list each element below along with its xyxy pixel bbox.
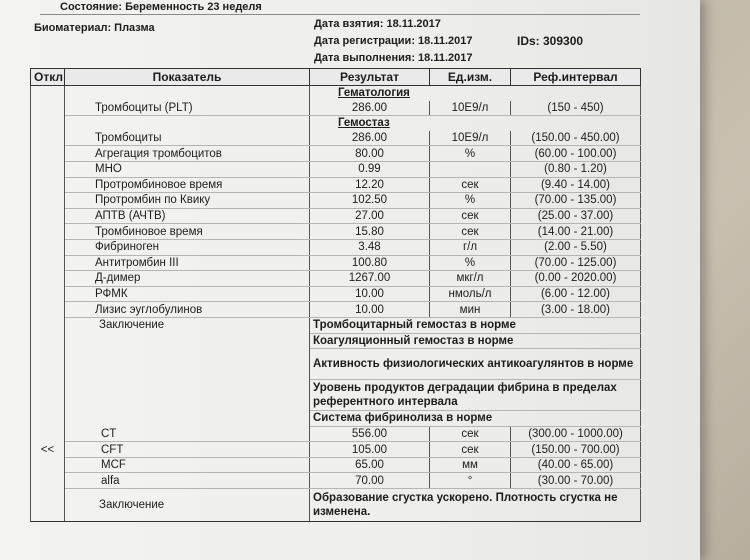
col-flag: Откл (31, 69, 65, 86)
conclusion-text: Коагуляционный гемостаз в норме (310, 333, 641, 349)
table-row (31, 271, 641, 287)
unit-value: г/л (430, 239, 511, 255)
final-conclusion-text: Образование сгустка ускорено. Плотность сгустка не изменена. (310, 489, 641, 522)
table-row (31, 146, 641, 162)
parameter-name: Агрегация тромбоцитов (65, 146, 310, 162)
result-value: 3.48 (310, 239, 430, 255)
unit-value (430, 161, 511, 177)
flag-cell (31, 317, 65, 333)
parameter-name: РФМК (65, 286, 310, 302)
conclusion-row (31, 380, 641, 411)
result-value: 102.50 (310, 193, 430, 209)
date-done: Дата выполнения: 18.11.2017 (314, 52, 473, 64)
flag-cell (31, 193, 65, 209)
table-row (31, 457, 641, 473)
col-result: Результат (310, 69, 430, 86)
parameter-name: alfa (65, 473, 310, 489)
patient-status: Состояние: Беременность 23 неделя (60, 1, 262, 13)
result-value: 70.00 (310, 473, 430, 489)
flag-cell (31, 489, 65, 522)
result-value: 100.80 (310, 255, 430, 271)
result-value: 15.80 (310, 224, 430, 240)
conclusion-label (65, 349, 310, 380)
table-row (31, 224, 641, 240)
reference-interval: (30.00 - 70.00) (511, 473, 641, 489)
unit-value: % (430, 193, 511, 209)
biomaterial-label: Биоматериал: Плазма (34, 22, 155, 34)
unit-value: % (430, 255, 511, 271)
unit-value: сек (430, 442, 511, 458)
parameter-name: Протромбиновое время (65, 177, 310, 193)
conclusion-label: Заключение (65, 317, 310, 333)
reference-interval: (70.00 - 135.00) (511, 193, 641, 209)
table-row (31, 426, 641, 442)
reference-interval: (60.00 - 100.00) (511, 146, 641, 162)
conclusion-row (31, 317, 641, 333)
parameter-name: Протромбин по Квику (65, 193, 310, 209)
unit-value: 10Е9/л (430, 131, 511, 146)
flag-cell (31, 255, 65, 271)
table-row (31, 208, 641, 224)
col-parameter: Показатель (65, 69, 310, 86)
reference-interval: (40.00 - 65.00) (511, 457, 641, 473)
parameter-name: Фибриноген (65, 239, 310, 255)
parameter-name: Тромбиновое время (65, 224, 310, 240)
date-taken: Дата взятия: 18.11.2017 (314, 18, 441, 30)
table-header-row (31, 69, 641, 86)
flag-cell (31, 161, 65, 177)
unit-value: сек (430, 426, 511, 442)
section-title (310, 86, 641, 101)
flag-cell (31, 271, 65, 287)
flag-cell (31, 426, 65, 442)
flag-cell (31, 473, 65, 489)
flag-cell (31, 302, 65, 318)
flag-cell (31, 208, 65, 224)
unit-value: сек (430, 208, 511, 224)
reference-interval: (70.00 - 125.00) (511, 255, 641, 271)
conclusion-row (31, 349, 641, 380)
parameter-name: Лизис эуглобулинов (65, 302, 310, 318)
result-value: 10.00 (310, 286, 430, 302)
conclusion-label (65, 380, 310, 411)
reference-interval: (150 - 450) (511, 101, 641, 116)
table-row (31, 286, 641, 302)
reference-interval: (150.00 - 700.00) (511, 442, 641, 458)
result-value: 286.00 (310, 101, 430, 116)
flag-cell: << (31, 442, 65, 458)
section-hematology (31, 86, 641, 101)
result-value: 286.00 (310, 131, 430, 146)
unit-value: мин (430, 302, 511, 318)
table-row (31, 255, 641, 271)
conclusion-row (31, 333, 641, 349)
result-value: 12.20 (310, 177, 430, 193)
unit-value: % (430, 146, 511, 162)
reference-interval: (0.80 - 1.20) (511, 161, 641, 177)
flag-cell (31, 86, 65, 101)
section-hemostasis (31, 116, 641, 131)
conclusion-text: Тромбоцитарный гемостаз в норме (310, 317, 641, 333)
reference-interval: (6.00 - 12.00) (511, 286, 641, 302)
col-reference: Реф.интервал (511, 69, 641, 86)
result-value: 1267.00 (310, 271, 430, 287)
parameter-name: МНО (65, 161, 310, 177)
date-registered: Дата регистрации: 18.11.2017 (314, 35, 473, 47)
result-value: 0.99 (310, 161, 430, 177)
conclusion-text: Активность физиологических антикоагулянтов в норме (310, 349, 641, 380)
results-table (30, 68, 641, 522)
table-row (31, 442, 641, 458)
table-row (31, 161, 641, 177)
section-title-text: Гематология (338, 87, 410, 100)
flag-cell (31, 224, 65, 240)
result-value: 65.00 (310, 457, 430, 473)
reference-interval: (150.00 - 450.00) (511, 131, 641, 146)
flag-cell (31, 286, 65, 302)
flag-cell (31, 101, 65, 116)
unit-value: 10Е9/л (430, 101, 511, 116)
parameter-name: CT (65, 426, 310, 442)
table-row (31, 193, 641, 209)
unit-value: мкг/л (430, 271, 511, 287)
reference-interval: (14.00 - 21.00) (511, 224, 641, 240)
result-value: 80.00 (310, 146, 430, 162)
parameter-name: MCF (65, 457, 310, 473)
ids-number: IDs: 309300 (517, 34, 584, 48)
table-row (31, 177, 641, 193)
table-row (31, 239, 641, 255)
table-row (31, 131, 641, 146)
col-unit: Ед.изм. (430, 69, 511, 86)
flag-cell (31, 411, 65, 427)
unit-value: мм (430, 457, 511, 473)
parameter-name (65, 86, 310, 101)
unit-value: ° (430, 473, 511, 489)
unit-value: сек (430, 177, 511, 193)
reference-interval: (3.00 - 18.00) (511, 302, 641, 318)
reference-interval: (300.00 - 1000.00) (511, 426, 641, 442)
flag-cell (31, 177, 65, 193)
conclusion-row (31, 411, 641, 427)
result-value: 556.00 (310, 426, 430, 442)
result-value: 27.00 (310, 208, 430, 224)
section-title (310, 116, 641, 131)
unit-value: сек (430, 224, 511, 240)
parameter-name: Тромбоциты (PLT) (65, 101, 310, 116)
reference-interval: (25.00 - 37.00) (511, 208, 641, 224)
flag-cell (31, 146, 65, 162)
result-value: 105.00 (310, 442, 430, 458)
table-row (31, 302, 641, 318)
reference-interval: (0.00 - 2020.00) (511, 271, 641, 287)
parameter-name: Д-димер (65, 271, 310, 287)
flag-cell (31, 239, 65, 255)
parameter-name: Тромбоциты (65, 131, 310, 146)
result-value: 10.00 (310, 302, 430, 318)
table-row (31, 101, 641, 116)
reference-interval: (2.00 - 5.50) (511, 239, 641, 255)
conclusion-text: Система фибринолиза в норме (310, 411, 641, 427)
top-rule (40, 14, 640, 15)
flag-cell (31, 333, 65, 349)
unit-value: нмоль/л (430, 286, 511, 302)
flag-cell (31, 116, 65, 131)
conclusion-label: Заключение (65, 489, 310, 522)
flag-cell (31, 457, 65, 473)
final-conclusion-row (31, 489, 641, 522)
reference-interval: (9.40 - 14.00) (511, 177, 641, 193)
parameter-name: Антитромбин III (65, 255, 310, 271)
conclusion-text: Уровень продуктов деградации фибрина в пределах референтного интервала (310, 380, 641, 411)
flag-cell (31, 131, 65, 146)
parameter-name (65, 116, 310, 131)
flag-cell (31, 349, 65, 380)
conclusion-label (65, 333, 310, 349)
conclusion-label (65, 411, 310, 427)
table-row (31, 473, 641, 489)
parameter-name: CFT (65, 442, 310, 458)
parameter-name: АПТВ (АЧТВ) (65, 208, 310, 224)
flag-cell (31, 380, 65, 411)
section-title-text: Гемостаз (338, 117, 390, 130)
